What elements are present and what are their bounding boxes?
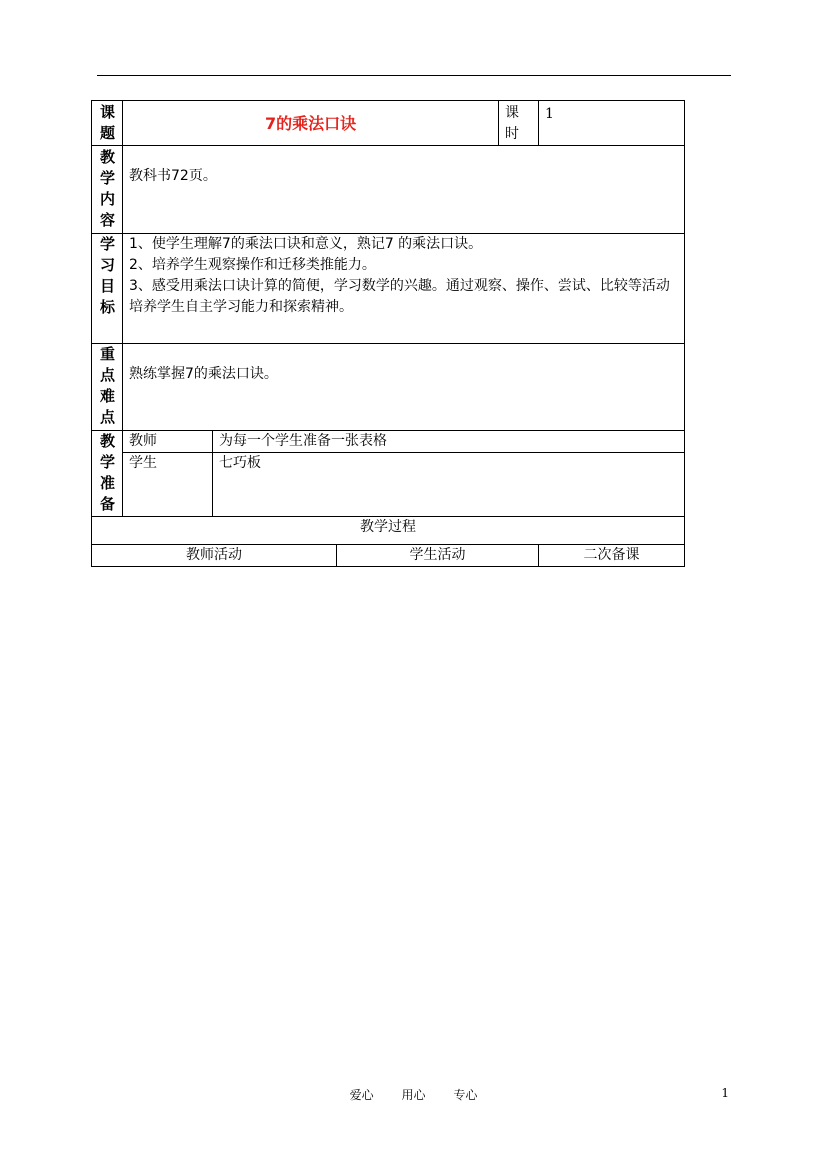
goals-text bbox=[123, 234, 685, 344]
lesson-plan bbox=[91, 100, 684, 567]
row-topic bbox=[92, 101, 685, 146]
prep-student-label: 学生 bbox=[123, 453, 213, 517]
period-label: 课时 bbox=[499, 101, 539, 146]
process-title: 教学过程 bbox=[92, 517, 685, 545]
col-second-prep: 二次备课 bbox=[539, 545, 685, 567]
footer-item-1: 爱心 bbox=[349, 1088, 374, 1102]
key-points-text: 熟练掌握7的乘法口诀。 bbox=[123, 344, 685, 431]
content-text: 教科书72页。 bbox=[123, 146, 685, 234]
row-prep-teacher bbox=[92, 431, 685, 453]
content-label: 教学内容 bbox=[92, 146, 123, 234]
goal-line-2: 2、培养学生观察操作和迁移类推能力。 bbox=[129, 257, 376, 273]
row-goals bbox=[92, 234, 685, 344]
prep-student-text: 七巧板 bbox=[213, 453, 685, 517]
preparation-label: 教学准备 bbox=[92, 431, 123, 517]
goal-line-3: 3、感受用乘法口诀计算的简便，学习数学的兴趣。通过观察、操作、尝试、比较等活动培养学生自主学习能力和探索精神。 bbox=[129, 278, 670, 315]
row-prep-student bbox=[92, 453, 685, 517]
lesson-plan-table bbox=[91, 100, 685, 567]
lesson-title-cell bbox=[123, 101, 499, 146]
goal-line-1: 1、使学生理解7的乘法口诀和意义，熟记7 的乘法口诀。 bbox=[129, 236, 483, 252]
col-teacher-activity: 教师活动 bbox=[92, 545, 337, 567]
footer-item-2: 用心 bbox=[401, 1088, 426, 1102]
row-key-points bbox=[92, 344, 685, 431]
topic-label: 课题 bbox=[92, 101, 123, 146]
footer bbox=[0, 1086, 827, 1103]
header-rule bbox=[97, 75, 731, 76]
footer-item-3: 专心 bbox=[453, 1088, 478, 1102]
prep-teacher-text: 为每一个学生准备一张表格 bbox=[213, 431, 685, 453]
page-number: 1 bbox=[721, 1086, 729, 1100]
key-points-label: 重点难点 bbox=[92, 344, 123, 431]
row-process-title bbox=[92, 517, 685, 545]
col-student-activity: 学生活动 bbox=[337, 545, 539, 567]
row-process-columns bbox=[92, 545, 685, 567]
prep-teacher-label: 教师 bbox=[123, 431, 213, 453]
row-content bbox=[92, 146, 685, 234]
lesson-title: 7的乘法口诀 bbox=[264, 114, 357, 133]
goals-label: 学习目标 bbox=[92, 234, 123, 344]
period-value: 1 bbox=[539, 101, 685, 146]
